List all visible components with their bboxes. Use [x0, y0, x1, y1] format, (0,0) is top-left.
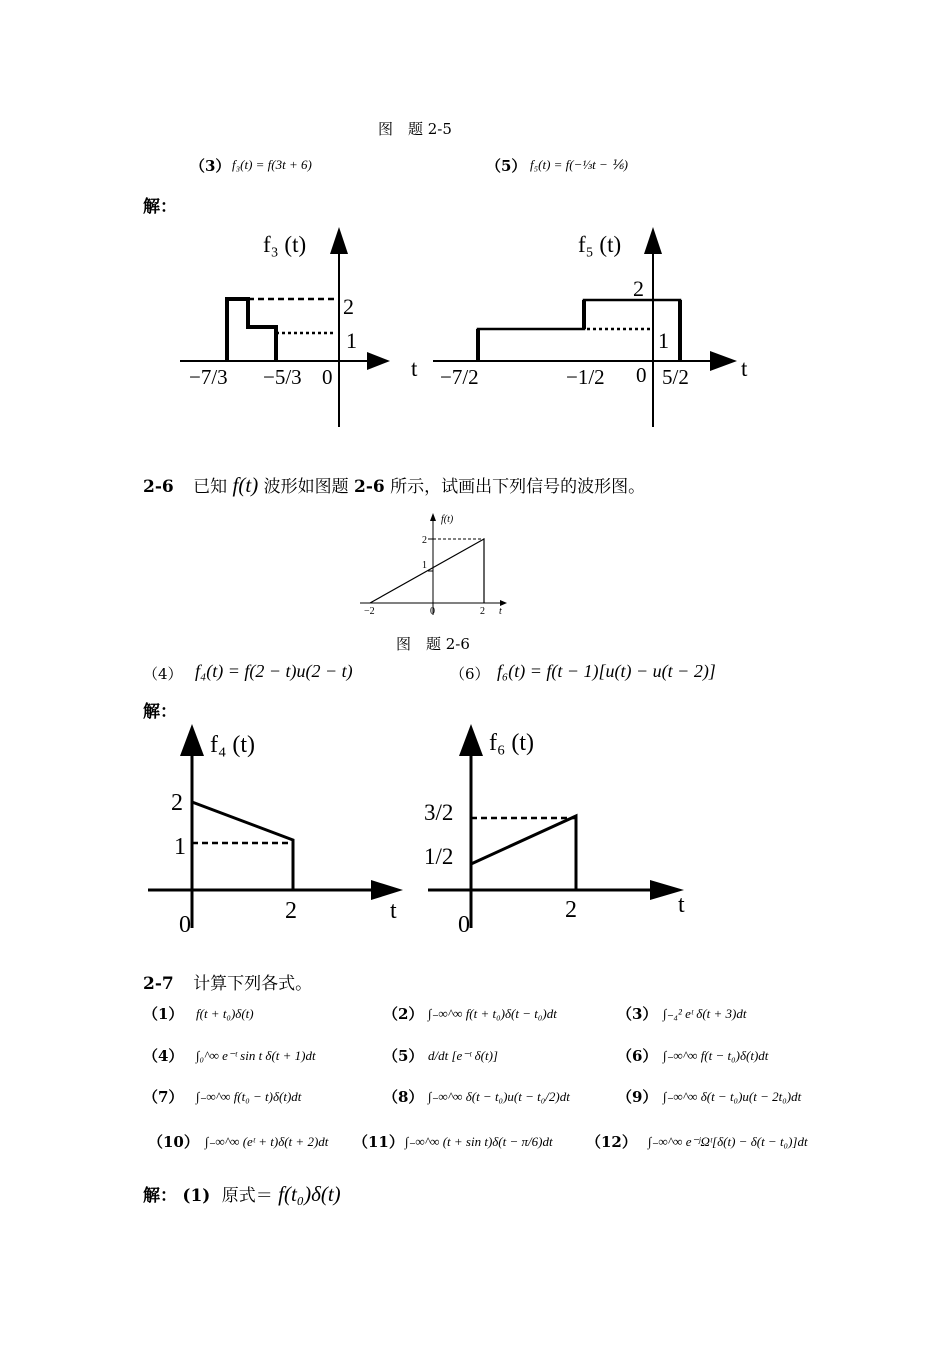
item-9-expression: ∫₋∞^∞ δ(t − t₀)u(t − 2t₀)dt [663, 1089, 802, 1104]
graph-f3 [175, 222, 435, 432]
graph-title: f₄ (t) [210, 732, 256, 758]
y-axis-arrow [330, 227, 348, 254]
x-tick-2: 2 [480, 606, 485, 617]
y-axis-arrow [459, 724, 483, 756]
x-tick-0: 0 [458, 912, 470, 938]
y-tick-2: 2 [633, 276, 644, 301]
item-3-label: （3） [617, 1005, 658, 1023]
item-3-expression: f₃(t) = f(3t + 6) [232, 157, 312, 172]
item-5-expression: f₅(t) = f(−⅓t − ⅙) [530, 157, 628, 172]
item-4-label: （4） [143, 665, 183, 683]
t-axis-arrow [367, 352, 390, 370]
figure-2-6 [355, 510, 515, 620]
x-label: t [499, 606, 502, 617]
statement-text-c: 所示，试画出下列信号的波形图。 [390, 477, 646, 497]
solution-label: 解： [143, 1186, 177, 1206]
figure-caption-2-6: 图 题 2-6 [396, 635, 470, 653]
y-axis-arrow [644, 227, 662, 254]
y-tick-1: 1 [174, 834, 186, 860]
problem-2-7-statement [143, 969, 312, 994]
x-tick-minus-5-3: −5/3 [263, 365, 302, 389]
item-1-label: （1） [143, 1005, 184, 1023]
solution-expression: f(t₀)δ(t) [278, 1182, 341, 1206]
y-tick-1: 1 [422, 560, 427, 571]
t-axis-label: t [411, 356, 418, 381]
x-tick-minus-2: −2 [364, 606, 375, 617]
x-tick-0: 0 [179, 912, 191, 938]
t-axis-label: t [741, 356, 748, 381]
solution-part-number: (1) [182, 1186, 211, 1206]
statement-text: 计算下列各式。 [193, 974, 313, 994]
item-7-label: （7） [143, 1088, 184, 1106]
x-tick-2: 2 [285, 898, 297, 924]
figure-caption-2-5: 图 题 2-5 [378, 120, 452, 138]
item-6-expression: ∫₋∞^∞ f(t − t₀)δ(t)dt [663, 1048, 769, 1063]
f3-waveform [227, 299, 276, 361]
x-tick-0: 0 [430, 606, 435, 617]
item-10-label: （10） [148, 1133, 199, 1151]
f4-waveform [192, 802, 293, 890]
item-4-expression: ∫₀^∞ e⁻ᵗ sin t δ(t + 1)dt [196, 1048, 316, 1063]
f5-waveform [478, 300, 680, 361]
item-2-expression: ∫₋∞^∞ f(t + t₀)δ(t − t₀)dt [428, 1006, 557, 1021]
item-12-expression: ∫₋∞^∞ e⁻ʲΩᵗ[δ(t) − δ(t − t₀)]dt [648, 1134, 808, 1149]
y-label: f(t) [441, 514, 454, 525]
graph-title: f₅ (t) [578, 232, 622, 257]
function-symbol: f(t) [232, 473, 259, 497]
item-8-expression: ∫₋∞^∞ δ(t − t₀)u(t − t₀/2)dt [428, 1089, 570, 1104]
item-10-expression: ∫₋∞^∞ (eᵗ + t)δ(t + 2)dt [205, 1134, 329, 1149]
graph-title: f₆ (t) [489, 730, 535, 756]
item-3-expression: ∫₋₄² eᵗ δ(t + 3)dt [663, 1006, 747, 1021]
t-axis-label: t [678, 892, 685, 918]
item-5-expression: d/dt [e⁻ᵗ δ(t)] [428, 1048, 498, 1063]
solution-text: 原式＝ [221, 1186, 273, 1206]
y-tick-1: 1 [346, 328, 357, 353]
f-waveform [370, 539, 484, 603]
problem-number: 2-7 [143, 974, 174, 994]
item-5-label: （5） [383, 1047, 424, 1065]
x-tick-minus-7-3: −7/3 [189, 365, 228, 389]
statement-text-b: 波形如图题 [263, 477, 349, 497]
figure-ref: 2-6 [354, 477, 385, 497]
x-tick-0: 0 [322, 365, 333, 389]
solution-label-2-5: 解： [143, 197, 177, 217]
item-3-label: （3） [190, 157, 231, 175]
item-2-label: （2） [383, 1005, 424, 1023]
f6-waveform [471, 816, 576, 890]
item-4-label: （4） [143, 1047, 184, 1065]
x-tick-minus-1-2: −1/2 [566, 365, 605, 389]
t-axis-arrow [371, 880, 403, 900]
item-6-expression: f₆(t) = f(t − 1)[u(t) − u(t − 2)] [497, 661, 716, 681]
graph-f5 [430, 222, 760, 432]
item-11-label: （11） [353, 1133, 404, 1151]
item-4-expression: f₄(t) = f(2 − t)u(2 − t) [195, 661, 353, 681]
solution-label-2-6: 解： [143, 702, 177, 722]
statement-text-a: 已知 [193, 477, 228, 497]
y-axis-arrow [180, 724, 204, 756]
y-axis-arrow [430, 513, 436, 521]
item-12-label: （12） [586, 1133, 637, 1151]
t-axis-arrow [710, 351, 737, 371]
y-tick-1: 1 [658, 328, 669, 353]
x-tick-minus-7-2: −7/2 [440, 365, 479, 389]
t-axis-label: t [390, 898, 397, 924]
problem-2-6-statement [143, 472, 645, 498]
y-tick-2: 2 [422, 535, 427, 546]
problem-number: 2-6 [143, 477, 174, 497]
y-tick-2: 2 [343, 294, 354, 319]
x-tick-0: 0 [636, 363, 647, 387]
item-1-expression: f(t + t₀)δ(t) [196, 1006, 254, 1021]
item-8-label: （8） [383, 1088, 424, 1106]
item-11-expression: ∫₋∞^∞ (t + sin t)δ(t − π/6)dt [405, 1134, 553, 1149]
graph-f4 [145, 718, 415, 940]
x-tick-5-2: 5/2 [662, 365, 689, 389]
item-7-expression: ∫₋∞^∞ f(t₀ − t)δ(t)dt [196, 1089, 302, 1104]
graph-f6 [420, 718, 710, 940]
graph-title: f₃ (t) [263, 232, 307, 257]
item-6-label: （6） [450, 665, 490, 683]
x-tick-2: 2 [565, 897, 577, 923]
y-tick-2: 2 [171, 790, 183, 816]
item-5-label: （5） [486, 157, 527, 175]
item-6-label: （6） [617, 1047, 658, 1065]
y-tick-3-2: 3/2 [424, 800, 454, 825]
solution-2-7 [143, 1181, 341, 1207]
y-tick-1-2: 1/2 [424, 844, 454, 869]
item-9-label: （9） [617, 1088, 658, 1106]
